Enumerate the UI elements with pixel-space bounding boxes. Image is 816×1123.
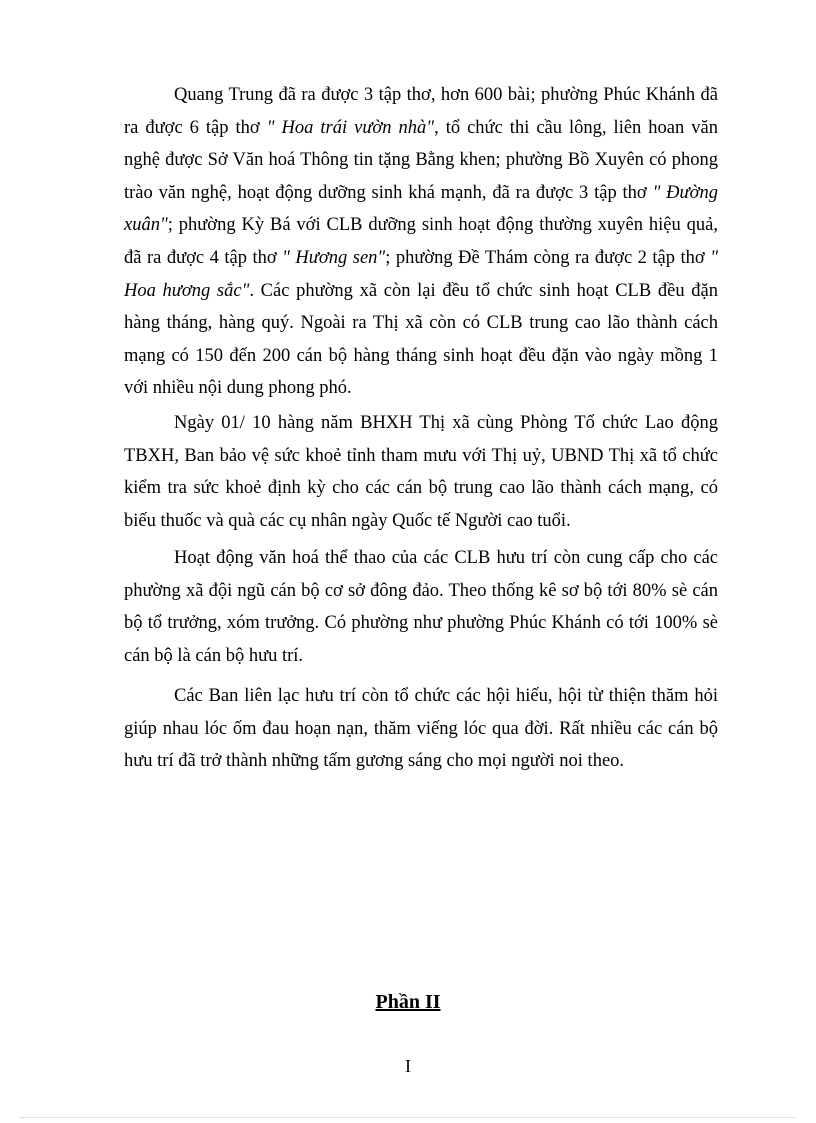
footer-divider — [20, 1117, 796, 1118]
section-heading: Phần II — [375, 991, 441, 1013]
paragraph-1-text-c: , tổ chức thi cầu lông, liên hoan văn nghệ được Sở Văn hoá Thông tin tặng Bằng khen; phường Bồ Xuyên có phong trào văn nghệ, hoạt động dưỡng sinh khá mạnh, đã ra được 3 tập thơ — [124, 117, 718, 203]
paragraph-1-text-a: Quang Trung đã ra được 3 tập thơ, hơn 600 bài; phường Phúc Khánh đã ra được 6 tập thơ — [124, 85, 718, 138]
paragraph-3: Hoạt động văn hoá thể thao của các CLB hưu trí còn cung cấp cho các phường xã đội ngũ cán bộ cơ sở đông đảo. Theo thống kê sơ bộ tới 80% sè cán bộ tổ trưởng, xóm trưởng. Có phường như phường Phúc Khánh có tới 100% sè cán bộ là cán bộ hưu trí. — [124, 548, 718, 666]
paragraph-4: Các Ban liên lạc hưu trí còn tổ chức các hội hiếu, hội từ thiện thăm hỏi giúp nhau lóc ốm đau hoạn nạn, thăm viếng lóc qua đời. Rất nhiều các cán bộ hưu trí đã trở thành những tấm gương sáng cho mọi người noi theo. — [124, 686, 718, 772]
paragraph-1-text-e: ; phường Kỳ Bá với CLB dưỡng sinh hoạt động thường xuyên hiệu quả, đã ra được 4 tập thơ — [124, 215, 718, 268]
paragraph-2: Ngày 01/ 10 hàng năm BHXH Thị xã cùng Phòng Tổ chức Lao động TBXH, Ban bảo vệ sức khoẻ tỉnh tham mưu với Thị uỷ, UBND Thị xã tổ chức kiểm tra sức khoẻ định kỳ cho các cán bộ trung cao lão thành cách mạng, có biếu thuốc và quà các cụ nhân ngày Quốc tế Người cao tuổi. — [124, 413, 718, 531]
page-number: I — [405, 1056, 411, 1076]
poem-title-hoa-huong-sac: " Hoa hương sắc" — [124, 247, 718, 301]
paragraph-1-text-i: . Các phường xã còn lại đều tổ chức sinh hoạt CLB đều đặn hàng tháng, hàng quý. Ngoài ra Thị xã còn có CLB trung cao lão thành cách mạng có 150 đến 200 cán bộ hàng tháng sinh hoạt đều đặn vào ngày mồng 1 với nhiều nội dung phong phó. — [124, 280, 718, 399]
paragraph-1-text-g: ; phường Đề Thám còng ra được 2 tập thơ — [385, 247, 711, 268]
poem-title-duong-xuan: " Đường xuân" — [124, 182, 719, 236]
poem-title-huong-sen: " Hương sen" — [282, 247, 386, 268]
poem-title-hoa-trai-vuon-nha: " Hoa trái vườn nhà" — [266, 117, 435, 138]
paragraph-1 — [124, 79, 718, 405]
